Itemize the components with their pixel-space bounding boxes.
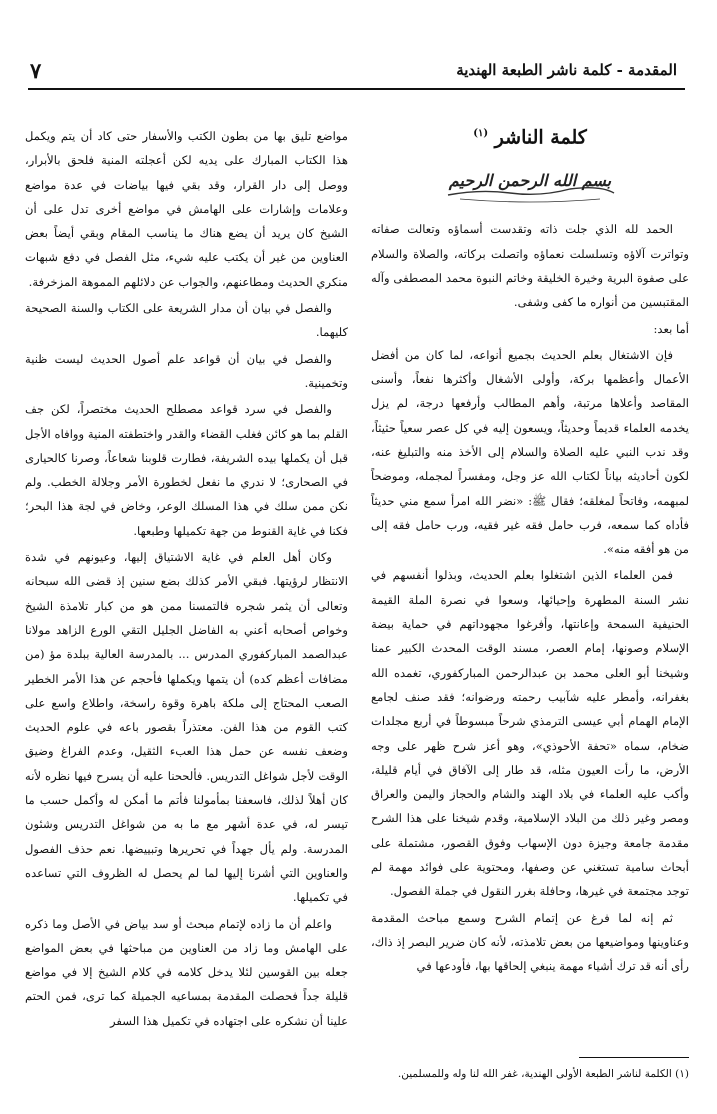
right-column bbox=[371, 98, 689, 981]
paragraph: والفصل في بيان أن مدار الشريعة على الكتاب والسنة الصحيحة كليهما. bbox=[25, 301, 348, 340]
paragraph: والفصل في سرد قواعد مصطلح الحديث مختصراً، لكن جف القلم بما هو كائن فغلب القضاء والقدر واختطفته المنية ووافاه الأجل قبل أن يكملها بيده الشريفة، فطارت قلوبنا شعاعاً، وصرنا كالحيارى في الصحارى؛ لا ندري ما نفعل لخطورة الأمر وجلالة الخطب. ولم نكن ممن سلك في هذا المسلك الوعر، وخاض في لجة هذا البحر؛ فكنا في غاية القنوط من جهة تكميلها وطبعها. bbox=[25, 402, 348, 538]
paragraph: مواضع تليق بها من بطون الكتب والأسفار حتى كاد أن يتم ويكمل هذا الكتاب المبارك على يديه لكن أعجلته المنية فلحق بالأبرار، ووصل إلى دار القرار، وقد بقي فيها بياضات في عدة مواضع وعلامات وإشارات على الهامش في مواضع أخرى تدل على أن الشيخ كان يريد أن يضع هناك ما يناسب المقام وبقي أيضاً بعض العناوين من غير أن يكتب عليه شيء، مثل الفصل في دفع شبهات منكري الحديث ومطاعنهم، والجواب عن دلائلهم المموهة المزخرفة. bbox=[25, 129, 348, 289]
paragraph: ثم إنه لما فرغ عن إتمام الشرح وسمع مباحث المقدمة وعناوينها ومواضيعها من بعض تلامذته، لأنه كان ضرير البصر إذ ذاك، رأى أنه قد ترك أشياء مهمة ينبغي إلحاقها بها، فأودعها في bbox=[371, 910, 689, 974]
paragraph: الحمد لله الذي جلت ذاته وتقدست أسماؤه وتعالت صفاته وتواترت آلاؤه وتسلسلت نعماؤه واتصلت بركاته، والصلاة والسلام على صفوة البرية وخيرة الخليقة وخاتم النبوة محمد المصطفى وآله المقتبسين من أنواره ما كفى وشفى. bbox=[371, 222, 689, 310]
basmala-calligraphy bbox=[440, 159, 620, 207]
footnote-rule bbox=[579, 1057, 689, 1058]
running-title: المقدمة - كلمة ناشر الطبعة الهندية bbox=[456, 61, 677, 79]
section-title bbox=[371, 120, 689, 151]
paragraph: أما بعد: bbox=[653, 321, 689, 336]
basmala-text: بسم الله الرحمن الرحيم bbox=[448, 171, 612, 191]
paragraph: فمن العلماء الذين اشتغلوا بعلم الحديث، وبذلوا أنفسهم في نشر السنة المطهرة وإحيائها، وسعوا في نصرة الملة القيمة الحنيفية السمحة وإعانتها، وأفرغوا مجهوداتهم في حماية بيضة الإسلام وصونها، إمام العصر، مسند الوقت المحدث الكبير عمنا وشيخنا أبو العلى محمد بن عبدالرحمن المباركفوري، تغمده الله بغفرانه، وأمطر عليه شآبيب رحمته ورضوانه؛ فقد صنف لجامع الإمام الهمام أبي عيسى الترمذي شرحاً مبسوطاً في أربع مجلدات ضخام، سماه «تحفة الأحوذي»، وهو أعز شرح ظهر على وجه الأرض، ما رأت العيون مثله، قد طار إلى الآفاق في أيام قليلة، وأكب عليه العلماء في بلاد الهند والشام والحجاز واليمن والعراق ومصر وغير ذلك من البلاد الإسلامية، وقدم شيخنا على هذا الشرح مقدمة جامعة وجيزة دون الإسهاب وفوق القصور، مشتملة على أبحاث سامية تستغني عن وصفها، ومحتوية على فوائد مهمة لم توجد مجتمعة في غيرها، وحافلة بغرر النقول في جملة الفصول. bbox=[371, 568, 689, 899]
page-number: ٧ bbox=[30, 57, 42, 83]
paragraph: وكان أهل العلم في غاية الاشتياق إليها، وعيونهم في شدة الانتظار لرؤيتها. فبقي الأمر كذلك بضع سنين إذ قضى الله سبحانه وتعالى أن يثمر شجره فالتمسنا ممن هو من كبار تلامذة الشيخ وخواص أصحابه أعني به الفاضل الجليل التقي الورع الزاهد مولانا عبدالصمد المباركفوري المدرس ... بالمدرسة العالية ببلدة مؤ (من مضافات أعظم كده) أن يتمها ويكملها فأحجم عن هذا الأمر الخطير الصعب المحتاج إلى ملكة باهرة وقوة راسخة، واطلاع واسع على كتب القوم من هذا الفن. معتذراً بقصور باعه في علوم الحديث وضعف نفسه عن حمل هذا العبء الثقيل، وعدم الفراغ وضيق الوقت لأجل شواغل التدريس. فألححنا عليه أن يسرح فيها نظره لأنه كان أهلاً لذلك، فاسعفنا بمأمولنا فأتم ما أمكن له وأكمل حسب ما تيسر له، في عدة أشهر مع ما به من شواغل التدريس وشئون المدرسة. ولم يأل جهداً في تحريرها وتبييضها. نعم حذف الفصول والعناوين التي أشرنا إليها لما لم يحصل له الظروف التي تساعده في تكميلها. bbox=[25, 550, 348, 905]
header-rule bbox=[28, 88, 685, 90]
paragraph: فإن الاشتغال بعلم الحديث بجميع أنواعه، لما كان من أفضل الأعمال وأعظمها بركة، وأولى الأشغال وأكثرها نفعاً، وأسنى المقاصد وأعلاها مرتبة، وأهم المطالب وأرفعها درجة، لم يزل يخدمه العلماء قديماً وحديثاً، ويسعون إليه في كل عصر سعياً حثيثاً، وقد ندب النبي عليه الصلاة والسلام إلى الأخذ منه والتبليغ عنه، لكون أحاديثه بياناً لكتاب الله عز وجل، ومفسراً لمجمله، وموضحاً لمبهمه، وفاتحاً لمغلقه؛ فقال ﷺ: «نضر الله امرأ سمع مني حديثاً فأداه كما سمعه، فرب حامل فقه غير فقيه، ورب حامل فقه إلى من هو أفقه منه». bbox=[371, 347, 689, 557]
running-head bbox=[30, 58, 677, 82]
footnote: (١) الكلمة لناشر الطبعة الأولى الهندية، غفر الله لنا وله وللمسلمين. bbox=[397, 1068, 689, 1080]
paragraph: والفصل في بيان أن قواعد علم أصول الحديث ليست ظنية وتخمينية. bbox=[25, 351, 348, 390]
title-footnote-marker: (١) bbox=[473, 128, 489, 139]
section-title-text: كلمة الناشر bbox=[494, 126, 587, 149]
paragraph: واعلم أن ما زاده لإتمام مبحث أو سد بياض في الأصل وما ذكره على الهامش وما زاد من العناوين من مباحثها في بعض المواضع جعله بين القوسين لئلا يدخل كلامه في كلام الشيخ إلا في مواضع قليلة جداً فحصلت المقدمة بمساعيه الجميلة كما ترى، فمن الحتم علينا أن نشكره على اجتهاده في تكميل هذا السفر bbox=[25, 916, 348, 1028]
left-column bbox=[25, 124, 348, 1035]
